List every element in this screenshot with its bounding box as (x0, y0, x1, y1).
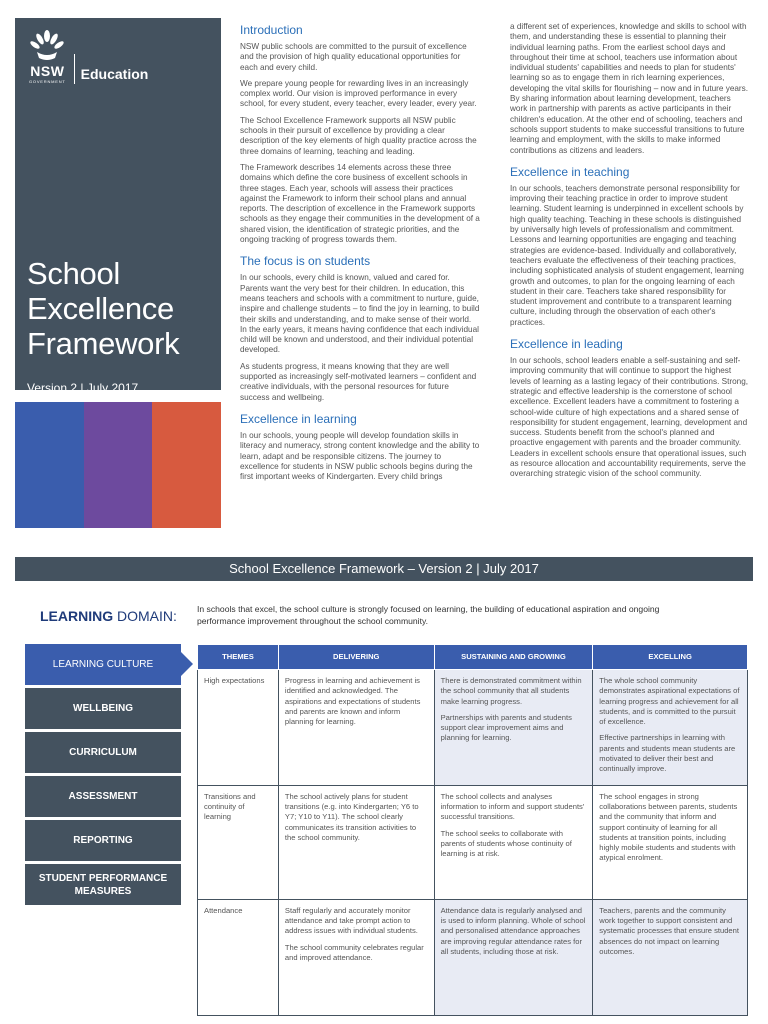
cell-text: The school actively plans for student transitions (e.g. into Kindergarten; Y6 to Y7; Y10 to Y11). The school clearly communicates its transition activities to the school community. (284, 791, 419, 842)
page-banner: School Excellence Framework – Version 2 | July 2017 (15, 557, 753, 581)
stripe-blue (15, 402, 84, 528)
learning-culture-table (197, 644, 748, 1016)
department-name: Education (80, 66, 149, 82)
delivering-cell (278, 670, 434, 786)
cover-version: Version 2 | July 2017 (27, 381, 139, 395)
cell-text: Progress in learning and achievement is identified and acknowledged. The aspirations and expectations of students and parents are known and inform planning for learning. (284, 676, 421, 727)
cover-title-line: Framework (27, 326, 180, 361)
nav-item-assessment[interactable]: ASSESSMENT (25, 776, 181, 817)
header-themes: THEMES (198, 645, 279, 670)
nsw-government-mark (29, 28, 66, 84)
sustaining-cell (434, 785, 593, 899)
waratah-icon (29, 28, 65, 64)
theme-cell: High expectations (198, 670, 279, 786)
cell-text: Teachers, parents and the community work together to support consistent and systematic processes that ensure student absences do not impact on learning outcomes. (599, 905, 739, 956)
teaching-paragraph: In our schools, teachers demonstrate personal responsibility for improving their teaching practice in order to improve student learning. Student learning is underpinned in excellent schools by high quality teaching. Teaching in these schools is distinguished by universally high levels of professionalism and commitment. Lessons and learning opportunities are engaging and teaching strategies are evidence-based. Individually and collaboratively, teachers evaluate the effectiveness of their teaching practices, including sophisticated analysis of student engagement, learning growth and outcomes, to plan for the ongoing learning of each student in their care. Teachers take shared responsibility for student improvement and contribute to a transparent learning culture, including through the observation of each other's practices. (510, 183, 744, 327)
excelling-cell (593, 785, 748, 899)
domain-element-nav (25, 644, 181, 908)
excelling-cell (593, 670, 748, 786)
cell-text: The school seeks to collaborate with parents of students whose continuity of learning is at risk. (440, 828, 572, 859)
cover-title-line: School (27, 256, 120, 291)
nav-item-curriculum[interactable]: CURRICULUM (25, 732, 181, 773)
learning-paragraph: In our schools, young people will develop foundation skills in literacy and numeracy, strong content knowledge and the ability to learn, adapt and be responsible citizens. The journey to excellence for students in NSW public schools begins during the first important weeks of Kindergarten. Every child brings (240, 430, 480, 482)
nav-item-learning-culture[interactable]: LEARNING CULTURE (25, 644, 181, 685)
table-row (198, 785, 748, 899)
stripe-orange (152, 402, 221, 528)
header-delivering: DELIVERING (278, 645, 434, 670)
excelling-cell (593, 899, 748, 1015)
nav-item-wellbeing[interactable]: WELLBEING (25, 688, 181, 729)
cell-text: There is demonstrated commitment within the school community that all students make learning progress. (440, 676, 582, 706)
nsw-education-logo (29, 28, 148, 84)
delivering-cell (278, 785, 434, 899)
header-excelling: EXCELLING (593, 645, 748, 670)
domain-heading-bold: LEARNING (40, 608, 114, 624)
cover-title-line: Excellence (27, 291, 174, 326)
learning-continued-paragraph: a different set of experiences, knowledge and skills to school with them, and understanding these is essential to planning their individual learning paths. From the earliest school days and throughout their time at school, teachers use information about individual students' capabilities and needs to plan for students' learning so as to engage them in rich learning experiences, developing the vital skills for flourishing – now and in future years. By sharing information about learning development, teachers work in partnership with parents as active participants in their children's education. At the other end of schooling, teachers and schools support students to make successful transitions to future learning and employment, with the skills to make informed contributions as citizens and leaders. (510, 22, 749, 155)
teaching-heading: Excellence in teaching (510, 164, 630, 179)
intro-heading: Introduction (240, 23, 303, 37)
intro-paragraph: The School Excellence Framework supports all NSW public schools in their pursuit of excellence by providing a clear description of the key elements of high quality practice across the three domains of learning, teaching and leading. (240, 115, 477, 156)
cell-text: The school community celebrates regular and improved attendance. (284, 942, 424, 962)
domain-heading (40, 608, 177, 624)
sustaining-cell (434, 670, 593, 786)
government-wordmark: GOVERNMENT (29, 79, 66, 84)
stripe-purple (84, 402, 153, 528)
header-sustaining-and-growing: SUSTAINING AND GROWING (434, 645, 593, 670)
focus-paragraph: In our schools, every child is known, valued and cared for. Parents want the very best for their children. In education, this means teachers and schools with a commitment to nurture, guide, inspire and challenge students – to find the joy in learning, to build their skills and understanding, and to make sense of their world. In the early years, it means having confidence that each individual child will be known and understood, and their individual potential developed. (240, 273, 480, 355)
table-row (198, 670, 748, 786)
logo-divider (74, 54, 75, 84)
nav-item-student-performance-measures[interactable]: STUDENT PERFORMANCE MEASURES (25, 864, 181, 905)
cover-panel (15, 18, 221, 395)
cell-text: Effective partnerships in learning with parents and students mean students are motivated to deliver their best and continually improve. (599, 733, 736, 774)
learning-heading: Excellence in learning (240, 411, 357, 426)
leading-heading: Excellence in leading (510, 337, 623, 352)
delivering-cell (278, 899, 434, 1015)
nsw-wordmark: NSW (30, 63, 65, 79)
theme-cell: Attendance (198, 899, 279, 1015)
cell-text: Attendance data is regularly analysed and is used to inform planning. Whole of school and personalised attendance approaches are improving regular attendance rates for all students, including those at risk. (440, 905, 586, 956)
table-row (198, 899, 748, 1015)
sustaining-cell (434, 899, 593, 1015)
theme-cell: Transitions and continuity of learning (198, 785, 279, 899)
intro-paragraph: We prepare young people for rewarding lives in an increasingly complex world. Our vision is improved performance in every school, for every student, every teacher, every leader, every year. (240, 78, 477, 109)
cell-text: The school collects and analyses information to inform and support students' successful transitions. (440, 791, 585, 822)
leading-paragraph: In our schools, school leaders enable a self-sustaining and self-improving community that will continue to support the highest levels of learning as a lasting legacy of their contributions. Strong, strategic and effective leadership is the cornerstone of school excellence. Excellent leaders have a commitment to fostering a school-wide culture of high expectations and a shared sense of responsibility for student engagement, learning, development and success. Students benefit from the school's planned and proactive engagement with parents and the broader community. Leaders in excellent schools ensure that operational issues, such as resource allocation and accountability requirements, serve the overarching strategic vision of the school community. (510, 356, 749, 479)
domain-heading-rest: DOMAIN: (113, 608, 177, 624)
cover-title (27, 256, 179, 361)
text-column-1 (240, 22, 480, 488)
text-column-2 (510, 22, 750, 486)
color-stripes (15, 402, 221, 528)
table-header-row (198, 645, 748, 670)
focus-paragraph: As students progress, it means knowing that they are well supported as increasingly self-motivated learners – confident and creative individuals, with the personal resources for future success and wellbeing. (240, 361, 477, 402)
cell-text: Partnerships with parents and students support clear improvement aims and planning for learning. (440, 712, 572, 743)
focus-heading: The focus is on students (240, 254, 371, 269)
domain-intro: In schools that excel, the school culture is strongly focused on learning, the building of educational aspiration and ongoing performance improvement throughout the school community. (197, 604, 660, 626)
cell-text: The school engages in strong collaborations between parents, students and the community that inform and support continuity of learning for all students at transition points, including highly mobile students and students with atypical enrolment. (599, 791, 738, 863)
cell-text: Staff regularly and accurately monitor attendance and take prompt action to address issues with individual students. (284, 905, 418, 936)
intro-paragraph: NSW public schools are committed to the pursuit of excellence and the provision of high quality educational opportunities for each and every child. (240, 42, 467, 72)
intro-paragraph: The Framework describes 14 elements across these three domains which define the core business of excellent schools in three stages. Each year, schools will assess their practices against the Framework to inform their school plans and annual reports. The description of excellence in the Framework supports schools as they engage their communities in the development of a shared vision, the identification of strategic priorities, and the ongoing tracking of progress towards them. (240, 162, 480, 245)
nav-item-reporting[interactable]: REPORTING (25, 820, 181, 861)
cell-text: The whole school community demonstrates aspirational expectations of learning progress and achievement for all students, and is committed to the pursuit of excellence. (599, 676, 740, 727)
